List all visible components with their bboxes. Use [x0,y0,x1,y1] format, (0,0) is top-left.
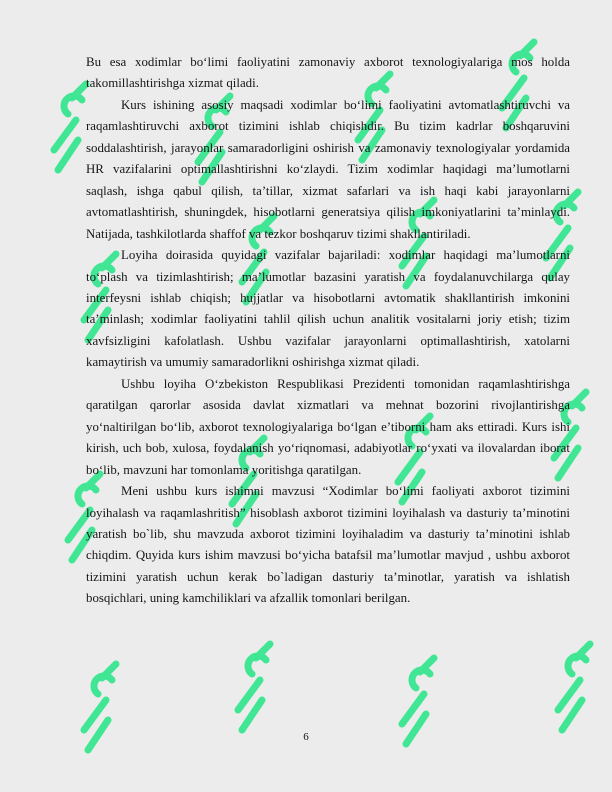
paragraph-4: Ushbu loyiha O‘zbekiston Respublikasi Prezidenti tomonidan raqamlashtirishga qaratilgan qarorlar asosida davlat xizmatlari va mehnat bozorini rivojlantirishga yo‘naltirilgan bo‘lib, axborot texnologiyalariga bo‘lgan e’tiborni ham aks ettiradi. Kurs ishi kirish, uch bob, xulosa, foydalanish yo‘riqnomasi, adabiyotlar ro‘yxati va ilovalardan iborat bo‘lib, mavzuni har tomonlama yoritishga qaratilgan. [86,376,570,477]
paragraph-2: Kurs ishining asosiy maqsadi xodimlar bo‘limi faoliyatini avtomatlashtiruvchi va raqamlashtiruvchi axborot tizimini ishlab chiqishdir. Bu tizim kadrlar boshqaruvini soddalashtirish, jarayonlar samaradorligini oshirish va zamonaviy texnologiyalar yordamida HR vazifalarini optimallashtirishni ko‘zlaydi. Tizim xodimlar haqidagi ma’lumotlarni saqlash, ishga qabul qilish, ta’tillar, xizmat safarlari va ish haqi kabi jarayonlarni avtomatlashtirish, shuningdek, hisobotlarni generatsiya qilish imkoniyatlarini ta’minlaydi. Natijada, tashkilotlarda shaffof va tezkor boshqaruv tizimi shakllantiriladi. [86,97,570,241]
watermark-logo-icon [552,640,596,736]
watermark-logo-icon [232,640,276,736]
paragraph-1: Bu esa xodimlar bo‘limi faoliyatini zamonaviy axborot texnologiyalariga mos holda takomillashtirishga xizmat qiladi. [86,55,570,91]
document-body [86,52,570,610]
paragraph-3: Loyiha doirasida quyidagi vazifalar bajariladi: xodimlar haqidagi ma’lumotlarni to‘plash va tizimlashtirish; ma’lumotlar bazasini yaratish va foydalanuvchilarga qulay interfeysni ishlab chiqish; hujjatlar va hisobotlarni avtomatik shakllantirish imkonini ta’minlash; xodimlar faoliyatini tahlil qilish uchun analitik vositalarni joriy etish; tizim xavfsizligini kafolatlash. Ushbu vazifalar jarayonlarni optimallashtirish, xatolarni kamaytirish va umumiy samaradorlikni oshirishga xizmat qiladi. [86,248,570,370]
paragraph-5: Meni ushbu kurs ishimni mavzusi “Xodimlar bo‘limi faoliyati axborot tizimini loyihalash va raqamlashritish” hisoblash axborot tizimini loyihalash va dasturiy ta’minotini yaratish bo`lib, shu mavzuda axborot tizimini loyihaladim va dasturiy ta’minotini ishlab chiqdim. Quyida kurs ishim mavzusi bo‘yicha batafsil ma’lumotlar mavjud , ushbu axborot tizimini yaratish uchun kerak bo`ladigan dasturiy ta’minotlar, yaratish va ishlatish bosqichlari, uning kamchiliklari va afzallik tomonlari berilgan. [86,484,570,606]
page-number: 6 [303,731,309,743]
